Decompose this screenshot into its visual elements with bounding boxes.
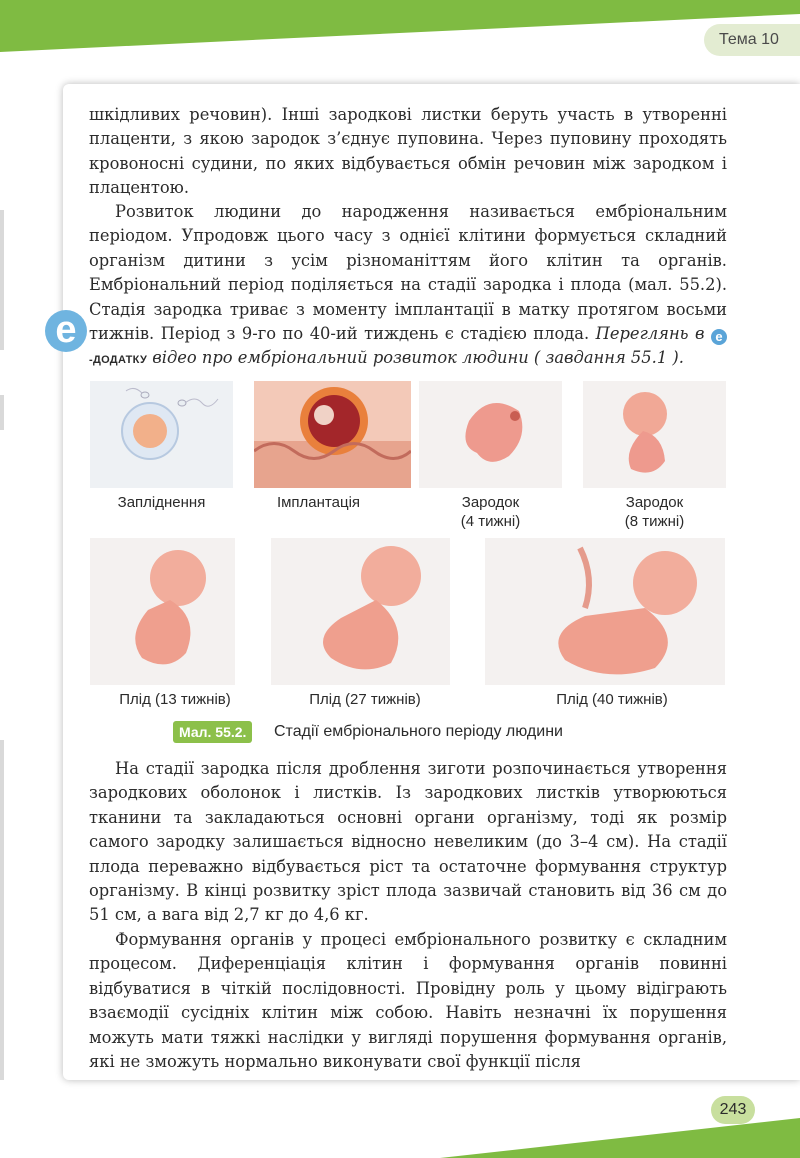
fetus-40-weeks-image: [485, 538, 725, 685]
paragraph-3: [89, 757, 727, 928]
caption-embryo-4-weeks: Зародок (4 тижні): [460, 494, 521, 530]
topic-tab: [704, 24, 800, 56]
page-edge-mark: [0, 740, 4, 1080]
e-addon-icon[interactable]: е: [711, 329, 727, 345]
page-edge-mark: [0, 210, 4, 350]
caption-fetus-13-weeks: Плід (13 тижнів): [119, 691, 231, 708]
video-hint-a: Переглянь в: [595, 324, 705, 344]
caption-fertilization: Запліднення: [117, 494, 206, 511]
embryo-4-weeks-image: [419, 381, 562, 488]
paragraph-4-text: Формування органів у процесі ембріонального розвитку є складним процесом. Диференціація клітин і формування органів повинні відбуватися в чіткій послідовності. Провідну роль у цьому відіграють взаємодії сусідніх клітин між собою. Навіть незначні їх порушення можуть мати тяжкі наслідки у вигляді порушення формування органів, які не зможуть нормально виконувати свої функції після: [89, 930, 727, 1072]
embryo-8-weeks-image: [583, 381, 726, 488]
paragraph-2: [89, 200, 727, 373]
paragraph-4: [89, 928, 727, 1074]
paragraph-3-text: На стадії зародка після дроблення зиготи розпочинається утворення зародкових оболонок і листків. Із зародкових листків утворюються тканини та закладаються основні органи організму, тоді як розмір самого зародку залишається відносно невеликим (до 3–4 см). На стадії плода переважно відбувається ріст та остаточне формування структур організму. В кінці розвитку зріст плода зазвичай становить від 36 см до 51 см, а вага від 2,7 кг до 4,6 кг.: [89, 759, 727, 925]
caption-fetus-40-weeks: Плід (40 тижнів): [556, 691, 668, 708]
implantation-image: [254, 381, 411, 488]
header-green-band: [0, 0, 800, 52]
topic-label: Тема 10: [719, 31, 779, 48]
figure-label: Мал. 55.2.: [173, 721, 252, 743]
footer-green-band: [0, 1110, 800, 1158]
page-edge-mark: [0, 395, 4, 430]
page-number: 243: [711, 1096, 755, 1124]
caption-implantation: Імплантація: [276, 494, 361, 511]
fertilization-image: [90, 381, 233, 488]
e-resource-icon[interactable]: е: [45, 310, 87, 352]
caption-fetus-27-weeks: Плід (27 тижнів): [309, 691, 421, 708]
fetus-27-weeks-image: [271, 538, 450, 685]
video-hint-b: відео про ембріональний розвиток людини ( завдання 55.1 ).: [152, 348, 684, 368]
fetus-13-weeks-image: [90, 538, 235, 685]
e-addon-label[interactable]: -ДОДАТКУ: [89, 354, 148, 367]
figure-title: Стадії ембріонального періоду людини: [274, 723, 563, 740]
caption-embryo-8-weeks: Зародок (8 тижні): [624, 494, 685, 530]
paragraph-2-text: Розвиток людини до народження називається ембріональним періодом. Упродовж цього часу з однієї клітини формується складний організм дитини з усім різноманіттям його клітин та органів. Ембріональний період поділяється на стадії зародка і плода (мал. 55.2). Стадія зародка триває з моменту імплантації в матку протягом восьми тижнів. Період з 9-го по 40-ий тиждень є стадією плода.: [89, 202, 727, 344]
paragraph-1: шкідливих речовин). Інші зародкові листки беруть участь в утворенні плаценти, з якою зародок з’єднує пуповина. Через пуповину проходять кровоносні судини, по яких відбувається обмін речовин між зародком і плацентою.: [89, 105, 727, 198]
